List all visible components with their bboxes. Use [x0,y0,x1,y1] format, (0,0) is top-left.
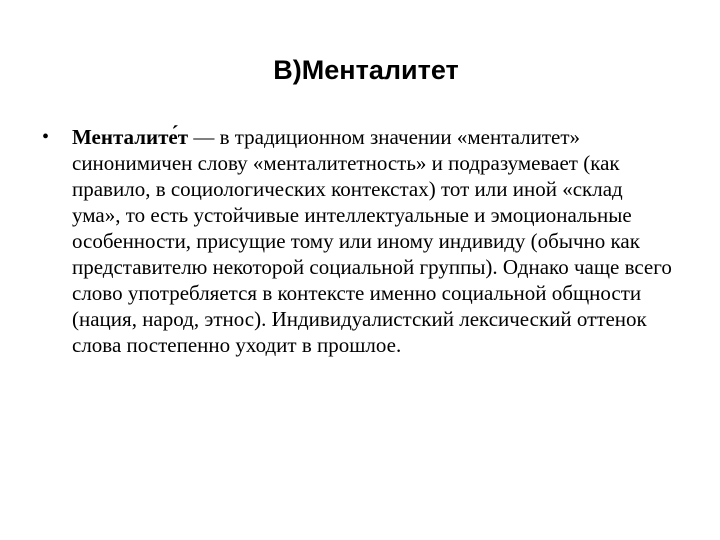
bullet-term: Менталите́т [72,125,189,149]
bullet-item [42,124,672,358]
bullet-body: — в традиционном значении «менталитет» синонимичен слову «менталитетность» и подразумевает (как правило, в социологических контекстах) тот или иной «склад ума», то есть устойчивые интеллектуальные и эмоциональные особенности, присущие тому или иному индивиду (обычно как представителю некоторой социальной группы). Однако чаще всего слово употребляется в контексте именно социальной общности (нация, народ, этнос). Индивидуалистский лексический оттенок слова постепенно уходит в прошлое. [72,125,672,357]
slide-title: В)Менталитет [273,55,459,85]
bullet-marker: • [42,126,50,148]
bullet-text [72,124,672,358]
